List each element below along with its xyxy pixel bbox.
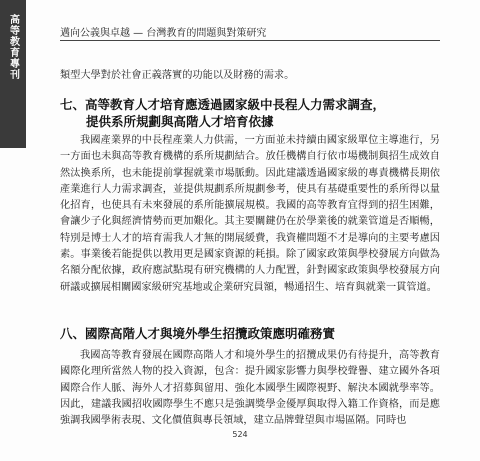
section-7-heading-line2: 提供系所規劃與高階人才培育依據 [86, 114, 274, 129]
header-divider [60, 40, 440, 41]
section-7-paragraph: 我國產業界的中長程產業人力供需，一方面並未持續由國家級單位主導進行，另一方面也未與高等教育機構的系所規劃結合。放任機構自行依市場機制與招生成效自然汰換系所，也未能提前掌握就業市場脈動。因此建議透過國家級的專責機構長期依產業進行人力需求調查，並提供規劃系所規劃參考，使具有基礎重要性的系所得以量化招育，也使具有未來發展的系所能擴展規模。我國的高等教育宜得到的招生困難，會讓少子化與經濟情勢而更加艱化。其主要關鍵仍在於學業後的就業管道是否順暢，特別是博士人才的培育需我人才無的開展緩費，我資權問題不才是導向的主要考慮因素。事業後若能提供以教用更是國家資源的耗損。除了國家政策與學校發展方向做為名額分配依據，政府應試點現有研究機構的人力配置，針對國家政策與學校發展方向研議或擴展相關國家級研究基地或企業研究員額，暢通招生、培育與就業一貫管道。 [60, 135, 440, 293]
side-tab-label: 高等教育專刊 [7, 14, 19, 80]
section-7-heading [60, 96, 445, 130]
page-number: 524 [232, 430, 248, 439]
running-header: 邁向公義與卓越 — 台灣教育的問題與對策研究 [60, 28, 267, 39]
section-8-paragraph: 我國高等教育發展在國際高階人才和境外學生的招攬成果仍有待提升，高等教育國際化理所當然人物的投入資源，包含：提升國家影響力與學校聲譽、建立國外各項國際合作人脈、海外人才招募與留用、強化本國學生國際視野、解決本國就學率等。因此，建議我國招收國際學生不應只是強調獎學金優厚與取得入籍工作資格，而是應強調我國學術表現、文化價值與專長領域，建立品牌聲望與市場區隔。同時也 [60, 350, 440, 427]
section-8-heading: 八、國際高階人才與境外學生招攬政策應明確務實 [60, 326, 336, 341]
intro-paragraph: 類型大學對於社會正義落實的功能以及財務的需求。 [60, 70, 295, 81]
section-7-heading-line1: 七、高等教育人才培育應透過國家級中長程人力需求調查， [60, 97, 386, 112]
side-tab [0, 0, 26, 148]
